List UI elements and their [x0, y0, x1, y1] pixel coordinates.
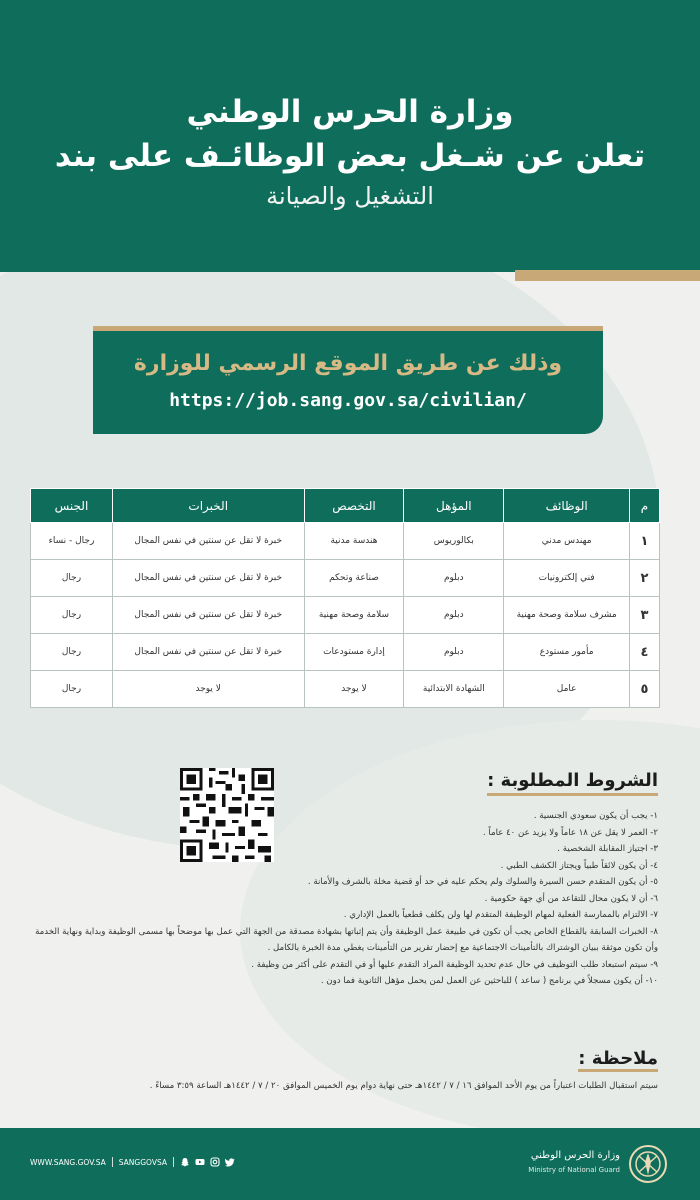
- header-qualification: المؤهل: [404, 489, 504, 523]
- cell-qualification: دبلوم: [404, 560, 504, 597]
- cell-specialization: هندسة مدنية: [304, 523, 404, 560]
- header-specialization: التخصص: [304, 489, 404, 523]
- cell-qualification: الشهادة الابتدائية: [404, 671, 504, 708]
- list-item: ٥- أن يكون المتقدم حسن السيرة والسلوك ولم يحكم عليه في حد أو قضية مخلة بالشرف والأمانة .: [307, 877, 658, 887]
- announcement-title: تعلن عن شـغل بعض الوظائـف على بند: [54, 138, 646, 174]
- requirements-title: الشروط المطلوبة :: [487, 770, 658, 796]
- footer-website-link[interactable]: WWW.SANG.GOV.SA: [30, 1157, 106, 1167]
- cell-number: ٣: [630, 597, 660, 634]
- cell-specialization: لا يوجد: [304, 671, 404, 708]
- table-row: [31, 671, 660, 708]
- list-item: ٦- أن لا يكون محال للتقاعد من أي جهة حكومية .: [484, 893, 658, 904]
- cell-qualification: دبلوم: [404, 597, 504, 634]
- cell-experience: خبرة لا تقل عن سنتين في نفس المجال: [112, 560, 304, 597]
- website-banner: [93, 326, 603, 434]
- social-icons: [180, 1157, 235, 1167]
- cell-number: ٢: [630, 560, 660, 597]
- cell-job: فني إلكترونيات: [504, 560, 630, 597]
- cell-experience: خبرة لا تقل عن سنتين في نفس المجال: [112, 523, 304, 560]
- list-item: ١- يجب أن يكون سعودي الجنسية .: [533, 811, 658, 821]
- footer-org-english: Ministry of National Guard: [528, 1166, 620, 1174]
- table-row: [31, 597, 660, 634]
- cell-specialization: صناعة وتحكم: [304, 560, 404, 597]
- footer-org-arabic: وزارة الحرس الوطني: [530, 1150, 620, 1161]
- header-number: م: [630, 489, 660, 523]
- cell-number: ٥: [630, 671, 660, 708]
- table-row: [31, 634, 660, 671]
- cell-gender: رجال - نساء: [31, 523, 113, 560]
- table-row: [31, 523, 660, 560]
- ministry-title: وزارة الحرس الوطني: [186, 94, 514, 130]
- cell-number: ١: [630, 523, 660, 560]
- cell-gender: رجال: [31, 560, 113, 597]
- footer-bar: [0, 1128, 700, 1200]
- header-experience: الخبرات: [112, 489, 304, 523]
- cell-gender: رجال: [31, 597, 113, 634]
- requirements-list: [28, 808, 658, 990]
- footer-handle[interactable]: SANGGOVSA: [118, 1157, 167, 1167]
- cell-gender: رجال: [31, 671, 113, 708]
- list-item: ٨- الخبرات السابقة بالقطاع الخاص يجب أن تكون في طبيعة عمل الوظيفة وأن يتم إثباتها بشهادة مصدقة من الجهة التي عمل بها موضحاً بها مسمى الوظيفة وبداية ونهاية الخدمة وأن تكون موثقة ببيان الوشتراك بالتأمينات الاجتماعية مع إحضار تقرير من التأمينات يغطي مدة الخبرة بالكامل .: [35, 926, 658, 953]
- requirements-section: [28, 770, 658, 990]
- cell-gender: رجال: [31, 634, 113, 671]
- cell-job: مهندس مدني: [504, 523, 630, 560]
- instagram-icon[interactable]: [210, 1157, 220, 1167]
- list-item: ٣- اجتياز المقابلة الشخصية .: [557, 844, 658, 854]
- gold-accent-bar: [515, 270, 700, 281]
- cell-number: ٤: [630, 634, 660, 671]
- cell-specialization: سلامة وصحة مهنية: [304, 597, 404, 634]
- footer-links: [30, 1157, 235, 1167]
- cell-job: عامل: [504, 671, 630, 708]
- youtube-icon[interactable]: [195, 1157, 205, 1167]
- list-item: ٢- العمر لا يقل عن ١٨ عاماً ولا يزيد عن ٤٠ عاماً .: [482, 827, 658, 838]
- category-title: التشغيل والصيانة: [266, 182, 434, 210]
- header-job: الوظائف: [504, 489, 630, 523]
- jobs-table: [30, 488, 660, 708]
- note-section: [28, 1048, 658, 1095]
- list-item: ١٠- أن يكون مسجلاً في برنامج ( ساعد ) للباحثين عن العمل لمن يحمل مؤهل الثانوية فما دون .: [320, 976, 658, 986]
- cell-job: مشرف سلامة وصحة مهنية: [504, 597, 630, 634]
- list-item: ٤- أن يكون لائقاً طبياً ويجتاز الكشف الطبي .: [500, 860, 658, 871]
- cell-job: مأمور مستودع: [504, 634, 630, 671]
- note-title: ملاحظة :: [578, 1048, 658, 1072]
- table-row: [31, 560, 660, 597]
- footer-divider: [173, 1157, 174, 1167]
- footer-divider: [112, 1157, 113, 1167]
- note-text: سيتم استقبال الطلبات اعتباراً من يوم الأحد الموافق ١٦ / ٧ / ١٤٤٢هـ حتى نهاية دوام يوم الخميس الموافق ٢٠ / ٧ / ١٤٤٢هـ الساعة ٣:٥٩ مساءً .: [149, 1081, 658, 1091]
- cell-specialization: إدارة مستودعات: [304, 634, 404, 671]
- cell-qualification: دبلوم: [404, 634, 504, 671]
- cell-qualification: بكالوريوس: [404, 523, 504, 560]
- list-item: ٧- الالتزام بالممارسة الفعلية لمهام الوظيفة المتقدم لها ولن يكلف قطعياً بالعمل الإداري .: [343, 910, 658, 920]
- cell-experience: خبرة لا تقل عن سنتين في نفس المجال: [112, 597, 304, 634]
- table-header-row: [31, 489, 660, 523]
- banner-text: وذلك عن طريق الموقع الرسمي للوزارة: [133, 351, 563, 376]
- header-gender: الجنس: [31, 489, 113, 523]
- snapchat-icon[interactable]: [180, 1157, 190, 1167]
- twitter-icon[interactable]: [225, 1157, 235, 1167]
- list-item: ٩- سيتم استبعاد طلب التوظيف في حال عدم تحديد الوظيفة المراد التقدم عليها أو في التقدم على أكثر من وظيفة .: [251, 959, 658, 970]
- cell-experience: لا يوجد: [112, 671, 304, 708]
- ministry-emblem-icon: [628, 1144, 668, 1184]
- header-panel: [0, 0, 700, 272]
- cell-experience: خبرة لا تقل عن سنتين في نفس المجال: [112, 634, 304, 671]
- website-link[interactable]: https://job.sang.gov.sa/civilian/: [169, 390, 527, 411]
